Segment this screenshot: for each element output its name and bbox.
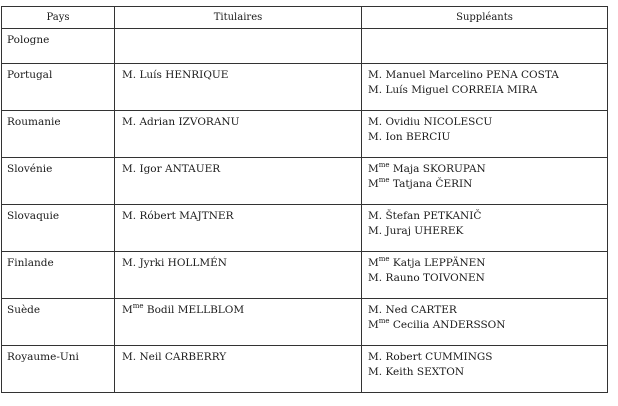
honorific-title: M. xyxy=(368,69,383,81)
honorific xyxy=(122,69,136,81)
honorific-superscript: me xyxy=(378,175,390,184)
honorific xyxy=(368,351,382,363)
honorific-title: M. xyxy=(122,116,137,128)
person-entry xyxy=(368,115,607,130)
table-row xyxy=(2,64,608,111)
honorific-title: M. xyxy=(368,304,383,316)
person-entry xyxy=(368,318,607,333)
country-cell: Portugal xyxy=(2,64,115,111)
table-row xyxy=(2,299,608,346)
person-entry xyxy=(368,83,607,98)
honorific-title: M. xyxy=(368,225,383,237)
holders-cell xyxy=(115,299,362,346)
holders-cell xyxy=(115,252,362,299)
person-entry xyxy=(368,130,607,145)
honorific-title: M. xyxy=(368,351,383,363)
person-entry xyxy=(368,209,607,224)
person-name: Luís HENRIQUE xyxy=(139,69,229,81)
honorific xyxy=(368,316,390,331)
honorific-superscript: me xyxy=(378,160,390,169)
honorific xyxy=(368,69,382,81)
country-cell: Royaume-Uni xyxy=(2,346,115,393)
person-name: Cecilia ANDERSSON xyxy=(392,319,506,331)
person-name: Ned CARTER xyxy=(385,304,457,316)
honorific-title: M xyxy=(368,178,379,190)
country-cell: Roumanie xyxy=(2,111,115,158)
person-entry xyxy=(368,365,607,380)
honorific-title: M. xyxy=(368,84,383,96)
person-name: Bodil MELLBLOM xyxy=(146,304,245,316)
honorific xyxy=(122,257,136,269)
holders-cell xyxy=(115,346,362,393)
person-name: Ovidiu NICOLESCU xyxy=(385,116,493,128)
honorific-title: M. xyxy=(368,210,383,222)
honorific-title: M xyxy=(368,163,379,175)
person-name: Tatjana ČERIN xyxy=(392,178,473,190)
honorific-title: M. xyxy=(368,116,383,128)
table-row xyxy=(2,111,608,158)
honorific-title: M. xyxy=(122,163,137,175)
honorific-title: M. xyxy=(368,366,383,378)
header-substitutes: Suppléants xyxy=(362,7,608,29)
honorific xyxy=(122,351,136,363)
substitutes-cell xyxy=(362,252,608,299)
person-name: Adrian IZVORANU xyxy=(139,116,240,128)
honorific-superscript: me xyxy=(378,316,390,325)
honorific-title: M. xyxy=(368,272,383,284)
table-body xyxy=(2,29,608,393)
person-entry xyxy=(368,177,607,192)
country-cell: Slovaquie xyxy=(2,205,115,252)
substitutes-cell xyxy=(362,346,608,393)
holders-cell xyxy=(115,111,362,158)
honorific xyxy=(368,304,382,316)
table-row xyxy=(2,158,608,205)
person-name: Rauno TOIVONEN xyxy=(385,272,485,284)
person-name: Luís Miguel CORREIA MIRA xyxy=(385,84,538,96)
header-row xyxy=(2,7,608,29)
person-entry xyxy=(368,303,607,318)
country-cell: Finlande xyxy=(2,252,115,299)
person-name: Maja SKORUPAN xyxy=(392,163,486,175)
honorific-title: M xyxy=(122,304,133,316)
person-entry xyxy=(368,162,607,177)
header-country: Pays xyxy=(2,7,115,29)
person-name: Robert CUMMINGS xyxy=(385,351,493,363)
holders-cell xyxy=(115,205,362,252)
person-entry xyxy=(368,224,607,239)
substitutes-cell xyxy=(362,158,608,205)
person-entry xyxy=(122,115,361,130)
person-entry xyxy=(368,350,607,365)
person-name: Katja LEPPÄNEN xyxy=(392,257,486,269)
honorific-title: M. xyxy=(122,210,137,222)
person-name: Manuel Marcelino PENA COSTA xyxy=(385,69,559,81)
honorific-title: M xyxy=(368,319,379,331)
country-cell: Pologne xyxy=(2,29,115,64)
person-name: Ion BERCIU xyxy=(385,131,451,143)
person-name: Juraj UHEREK xyxy=(385,225,464,237)
honorific xyxy=(122,163,136,175)
honorific-title: M xyxy=(368,257,379,269)
person-entry xyxy=(122,303,361,318)
person-name: Jyrki HOLLMÉN xyxy=(139,257,227,269)
table-row xyxy=(2,205,608,252)
honorific-title: M. xyxy=(122,69,137,81)
honorific xyxy=(122,301,144,316)
person-name: Igor ANTAUER xyxy=(139,163,221,175)
honorific-superscript: me xyxy=(378,254,390,263)
holders-cell xyxy=(115,29,362,64)
honorific xyxy=(368,84,382,96)
honorific xyxy=(122,116,136,128)
honorific xyxy=(368,272,382,284)
substitutes-cell xyxy=(362,29,608,64)
substitutes-cell xyxy=(362,299,608,346)
holders-cell xyxy=(115,64,362,111)
holders-cell xyxy=(115,158,362,205)
header-holders: Titulaires xyxy=(115,7,362,29)
country-cell: Slovénie xyxy=(2,158,115,205)
honorific xyxy=(368,366,382,378)
substitutes-cell xyxy=(362,205,608,252)
person-entry xyxy=(122,256,361,271)
person-entry xyxy=(122,68,361,83)
person-name: Štefan PETKANIČ xyxy=(385,210,482,222)
honorific xyxy=(368,210,382,222)
person-entry xyxy=(368,271,607,286)
honorific-title: M. xyxy=(122,351,137,363)
honorific xyxy=(368,116,382,128)
honorific xyxy=(122,210,136,222)
country-cell: Suède xyxy=(2,299,115,346)
honorific-title: M. xyxy=(122,257,137,269)
members-table xyxy=(1,6,608,393)
person-entry xyxy=(122,162,361,177)
person-entry xyxy=(368,256,607,271)
honorific xyxy=(368,225,382,237)
honorific xyxy=(368,160,390,175)
honorific-title: M. xyxy=(368,131,383,143)
substitutes-cell xyxy=(362,64,608,111)
honorific-superscript: me xyxy=(132,301,144,310)
honorific xyxy=(368,254,390,269)
honorific xyxy=(368,175,390,190)
person-name: Neil CARBERRY xyxy=(139,351,227,363)
honorific xyxy=(368,131,382,143)
table-row xyxy=(2,252,608,299)
table-row xyxy=(2,346,608,393)
person-entry xyxy=(122,350,361,365)
person-entry xyxy=(368,68,607,83)
person-name: Keith SEXTON xyxy=(385,366,465,378)
table-row xyxy=(2,29,608,64)
substitutes-cell xyxy=(362,111,608,158)
person-entry xyxy=(122,209,361,224)
person-name: Róbert MAJTNER xyxy=(139,210,234,222)
